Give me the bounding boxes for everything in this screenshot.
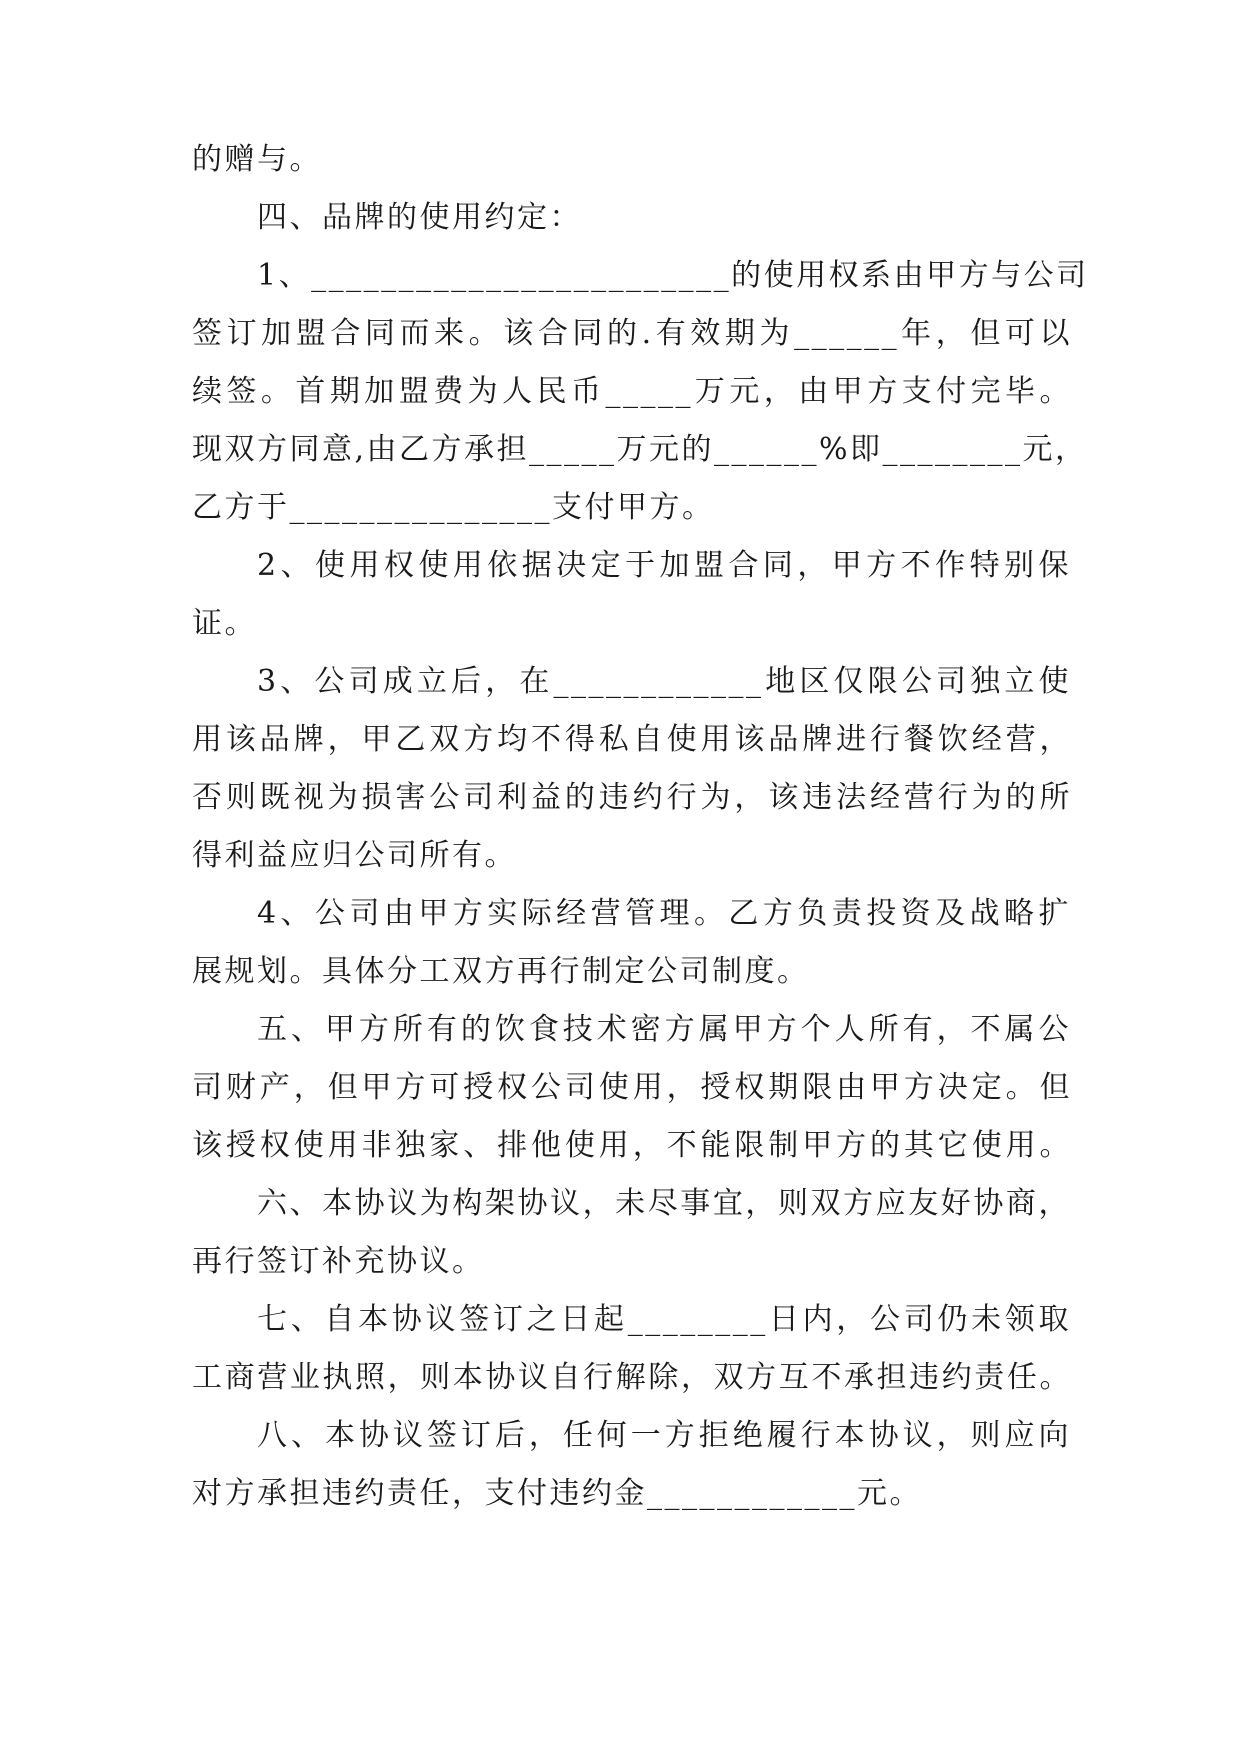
section-heading: 四、品牌的使用约定： (257, 200, 582, 235)
section-heading: 六、本协议为构架协议，未尽事宜，则双方应友好协商， (257, 1186, 1071, 1221)
section-heading: 五、甲方所有的饮食技术密方属甲方个人所有，不属公 (257, 1012, 1071, 1047)
text-line: 再行签订补充协议。 (192, 1244, 485, 1279)
text-line: 2、使用权使用依据决定于加盟合同，甲方不作特别保 (257, 548, 1071, 583)
text-line: 的赠与。 (192, 142, 322, 177)
text-line: 展规划。具体分工双方再行制定公司制度。 (192, 954, 810, 989)
text-line: 证。 (192, 606, 257, 641)
text-line: 工商营业执照，则本协议自行解除，双方互不承担违约责任。 (192, 1360, 1072, 1395)
text-line: 乙方于_______________支付甲方。 (192, 490, 715, 525)
section-heading: 七、自本协议签订之日起________日内，公司仍未领取 (257, 1302, 1071, 1337)
text-line: 1、________________________的使用权系由甲方与公司 (257, 258, 1089, 293)
section-heading: 八、本协议签订后，任何一方拒绝履行本协议，则应向 (257, 1418, 1071, 1453)
text-line: 司财产，但甲方可授权公司使用，授权期限由甲方决定。但 (192, 1070, 1072, 1105)
text-line: 否则既视为损害公司利益的违约行为，该违法经营行为的所 (192, 780, 1072, 815)
text-line: 该授权使用非独家、排他使用，不能限制甲方的其它使用。 (192, 1128, 1072, 1163)
text-line: 对方承担违约责任，支付违约金____________元。 (192, 1476, 922, 1511)
text-line: 用该品牌，甲乙双方均不得私自使用该品牌进行餐饮经营， (192, 722, 1072, 757)
text-line: 3、公司成立后，在____________地区仅限公司独立使 (257, 664, 1071, 699)
text-line: 现双方同意,由乙方承担_____万元的______%即________元， (192, 432, 1088, 467)
text-line: 签订加盟合同而来。该合同的.有效期为______年，但可以 (192, 316, 1072, 351)
text-line: 得利益应归公司所有。 (192, 838, 517, 873)
text-line: 4、公司由甲方实际经营管理。乙方负责投资及战略扩 (257, 896, 1071, 931)
text-line: 续签。首期加盟费为人民币_____万元，由甲方支付完毕。 (192, 374, 1072, 409)
